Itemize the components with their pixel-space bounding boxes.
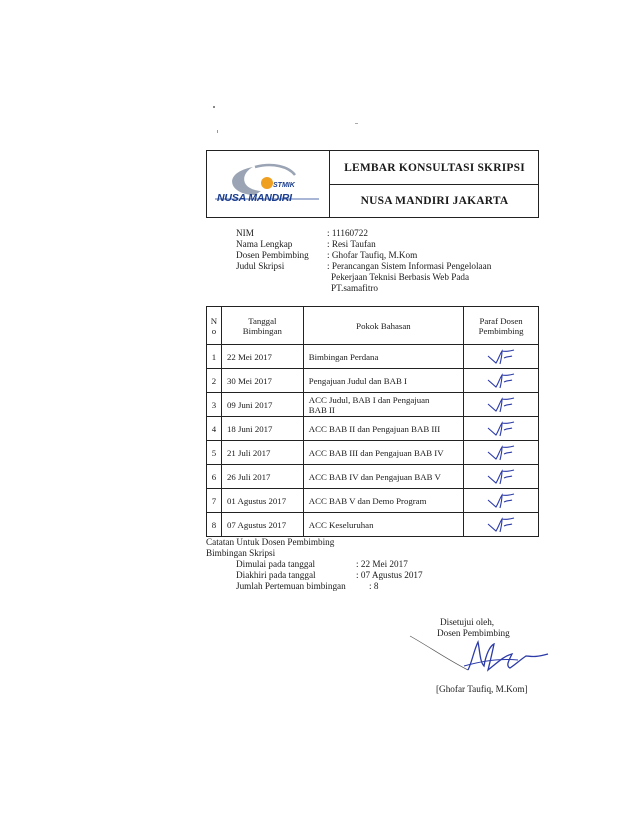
row-signature: [464, 465, 539, 489]
advisor-label: Dosen Pembimbing: [236, 250, 309, 260]
paraf-signature-icon: [486, 444, 516, 462]
row-number: 3: [207, 393, 222, 417]
col-header-no: N o: [207, 307, 222, 345]
paraf-signature-icon: [486, 396, 516, 414]
row-date: 30 Mei 2017: [221, 369, 303, 393]
table-row: [207, 489, 539, 513]
row-date: 21 Juli 2017: [221, 441, 303, 465]
thesis-title-line-1: : Perancangan Sistem Informasi Pengelolaan: [327, 261, 492, 271]
row-signature: [464, 393, 539, 417]
row-topic: [303, 417, 463, 441]
nim-value: : 11160722: [327, 228, 368, 238]
thesis-title-line-2: Pekerjaan Teknisi Berbasis Web Pada: [331, 272, 470, 282]
advisor-name: [Ghofar Taufiq, M.Kom]: [436, 684, 528, 694]
scan-speck: [217, 130, 218, 133]
row-topic: [303, 489, 463, 513]
row-topic-line-1: Bimbingan Perdana: [308, 351, 379, 362]
paraf-signature-icon: [486, 492, 516, 510]
row-topic-line-2: BAB II: [308, 404, 335, 415]
row-number: 6: [207, 465, 222, 489]
logo-stmik-text: STMIK: [273, 182, 295, 189]
row-signature: [464, 489, 539, 513]
row-topic: [303, 465, 463, 489]
row-signature: [464, 441, 539, 465]
table-row: [207, 393, 539, 417]
row-date: 26 Juli 2017: [221, 465, 303, 489]
end-date-label: Diakhiri pada tanggal: [236, 570, 316, 580]
row-date: 01 Agustus 2017: [221, 489, 303, 513]
row-topic: [303, 393, 463, 417]
row-topic: [303, 345, 463, 369]
row-topic: [303, 369, 463, 393]
table-row: [207, 369, 539, 393]
row-topic-line-1: ACC BAB II dan Pengajuan BAB III: [308, 423, 441, 434]
paraf-signature-icon: [486, 348, 516, 366]
scan-speck: [213, 106, 215, 108]
name-value: : Resi Taufan: [327, 239, 376, 249]
notes-heading-2: Bimbingan Skripsi: [206, 548, 276, 558]
meeting-count-label: Jumlah Pertemuan bimbingan: [236, 581, 346, 591]
thesis-title-line-3: PT.samafitro: [331, 283, 379, 293]
approval-line-1: Disetujui oleh,: [440, 617, 495, 627]
logo-nusa-text: NUSA MANDIRI: [217, 192, 292, 204]
thesis-title-label: Judul Skripsi: [236, 261, 285, 271]
col-header-paraf: Paraf Dosen Pembimbing: [464, 307, 539, 345]
meeting-count-value: : 8: [369, 581, 379, 591]
col-header-pokok: Pokok Bahasan: [303, 307, 463, 345]
advisor-value: : Ghofar Taufiq, M.Kom: [327, 250, 418, 260]
row-signature: [464, 417, 539, 441]
table-row: [207, 345, 539, 369]
row-date: 07 Agustus 2017: [221, 513, 303, 537]
row-date: 22 Mei 2017: [221, 345, 303, 369]
paraf-signature-icon: [486, 420, 516, 438]
row-topic-line-1: ACC Judul, BAB I dan Pengajuan: [308, 394, 430, 405]
start-date-label: Dimulai pada tanggal: [236, 559, 316, 569]
row-date: 18 Juni 2017: [221, 417, 303, 441]
row-signature: [464, 345, 539, 369]
paraf-signature-icon: [486, 372, 516, 390]
row-signature: [464, 513, 539, 537]
row-number: 5: [207, 441, 222, 465]
row-number: 8: [207, 513, 222, 537]
consultation-table: [206, 306, 539, 537]
row-number: 7: [207, 489, 222, 513]
row-signature: [464, 369, 539, 393]
row-topic-line-1: Pengajuan Judul dan BAB I: [308, 375, 407, 386]
row-topic: [303, 513, 463, 537]
institution-logo: [207, 151, 330, 217]
row-topic-line-1: ACC Keseluruhan: [308, 519, 374, 530]
nim-label: NIM: [236, 228, 254, 238]
table-row: [207, 465, 539, 489]
row-topic-line-1: ACC BAB V dan Demo Program: [308, 495, 427, 506]
notes-heading-1: Catatan Untuk Dosen Pembimbing: [206, 537, 335, 547]
row-topic-line-1: ACC BAB III dan Pengajuan BAB IV: [308, 447, 444, 458]
header-box: [206, 150, 539, 218]
table-row: [207, 513, 539, 537]
col-header-tanggal: Tanggal Bimbingan: [221, 307, 303, 345]
advisor-signature-icon: [408, 632, 558, 680]
table-header-row: [207, 307, 539, 345]
row-number: 2: [207, 369, 222, 393]
start-date-value: : 22 Mei 2017: [356, 559, 408, 569]
row-topic: [303, 441, 463, 465]
scan-speck: [355, 123, 358, 124]
approval-line-2: Dosen Pembimbing: [437, 628, 510, 638]
paraf-signature-icon: [486, 468, 516, 486]
end-date-value: : 07 Agustus 2017: [356, 570, 423, 580]
table-row: [207, 417, 539, 441]
paraf-signature-icon: [486, 516, 516, 534]
row-topic-line-1: ACC BAB IV dan Pengajuan BAB V: [308, 471, 441, 482]
name-label: Nama Lengkap: [236, 239, 293, 249]
row-date: 09 Juni 2017: [221, 393, 303, 417]
table-row: [207, 441, 539, 465]
row-number: 4: [207, 417, 222, 441]
document-subtitle: NUSA MANDIRI JAKARTA: [360, 195, 509, 207]
row-number: 1: [207, 345, 222, 369]
document-title: LEMBAR KONSULTASI SKRIPSI: [330, 151, 539, 185]
